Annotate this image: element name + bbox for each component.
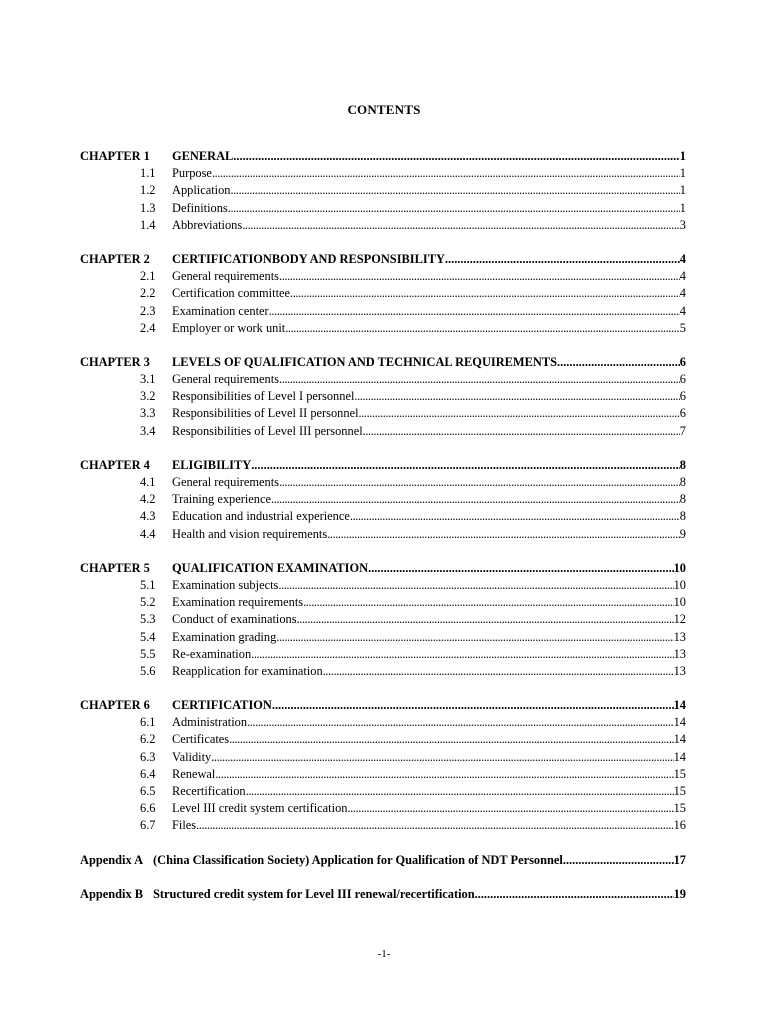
section-number: 5.3 (140, 612, 156, 627)
chapter-title: CERTIFICATIONBODY AND RESPONSIBILITY (172, 251, 445, 266)
section-entry[interactable] (80, 285, 686, 302)
section-number: 6.5 (140, 784, 156, 798)
section-title: Renewal (172, 766, 216, 781)
section-entry[interactable] (80, 217, 686, 234)
section-title: Responsibilities of Level III personnel (172, 423, 363, 438)
page-number: 17 (673, 852, 686, 867)
appendix-title: (China Classification Society) Application for Qualification of NDT Personnel (153, 852, 563, 867)
section-title: Responsibilities of Level I personnel (172, 389, 355, 404)
section-entry[interactable] (80, 646, 686, 663)
appendix-heading[interactable] (80, 852, 686, 869)
dot-leader (350, 508, 680, 525)
chapter-heading[interactable] (80, 354, 686, 371)
page-number: 15 (673, 801, 686, 816)
section-number: 3.3 (140, 406, 156, 421)
section-title: Recertification (172, 784, 246, 798)
section-number: 6.2 (140, 732, 156, 747)
page-number: 10 (673, 577, 686, 592)
section-entry[interactable] (80, 320, 686, 337)
page-number: 15 (673, 766, 686, 781)
section-title: Education and industrial experience (172, 509, 350, 524)
dot-leader (212, 165, 680, 182)
page-footer-number: -1- (377, 948, 391, 960)
page-number: 8 (679, 492, 686, 507)
page-number: 1 (679, 149, 686, 163)
section-entry[interactable] (80, 491, 686, 508)
section-entry[interactable] (80, 182, 686, 199)
appendix-heading[interactable] (80, 886, 686, 903)
appendix-a (80, 852, 686, 869)
chapter-4 (80, 457, 686, 543)
section-title: Employer or work unit (172, 320, 286, 335)
page-number: 4 (679, 303, 686, 318)
section-entry[interactable] (80, 629, 686, 646)
dot-leader (363, 423, 680, 440)
page-number: 6 (679, 372, 686, 387)
dot-leader (303, 594, 674, 611)
page-number: 6 (679, 406, 686, 421)
appendix-b (80, 886, 686, 903)
section-number: 4.2 (140, 492, 156, 507)
section-title: Level III credit system certification (172, 801, 348, 816)
dot-leader (347, 800, 673, 817)
section-number: 5.1 (140, 577, 156, 592)
dot-leader (290, 285, 680, 302)
section-title: Health and vision requirements (172, 526, 328, 541)
section-entry[interactable] (80, 268, 686, 285)
section-number: 3.2 (140, 389, 156, 404)
section-number: 6.4 (140, 766, 156, 781)
section-number: 4.1 (140, 475, 156, 489)
section-number: 2.3 (140, 303, 156, 318)
page-number: 8 (679, 457, 686, 472)
section-number: 1.2 (140, 183, 156, 198)
dot-leader (272, 697, 674, 714)
dot-leader (368, 560, 674, 577)
section-entry[interactable] (80, 594, 686, 611)
chapter-heading[interactable] (80, 457, 686, 474)
page-number: 14 (673, 732, 686, 747)
section-entry[interactable] (80, 800, 686, 817)
section-entry[interactable] (80, 783, 686, 800)
chapter-label: CHAPTER 5 (80, 560, 150, 575)
section-entry[interactable] (80, 388, 686, 405)
section-entry[interactable] (80, 731, 686, 748)
section-title: Certification committee (172, 286, 291, 301)
section-number: 6.3 (140, 749, 156, 764)
section-number: 1.1 (140, 166, 156, 181)
dot-leader (278, 577, 673, 594)
chapter-label: CHAPTER 6 (80, 698, 150, 713)
page-number: 15 (673, 784, 686, 798)
section-entry[interactable] (80, 405, 686, 422)
section-number: 2.1 (140, 269, 156, 284)
section-title: Conduct of examinations (172, 612, 297, 627)
section-entry[interactable] (80, 200, 686, 217)
section-title: Examination subjects (172, 577, 279, 592)
section-entry[interactable] (80, 766, 686, 783)
section-entry[interactable] (80, 577, 686, 594)
chapter-title: QUALIFICATION EXAMINATION (172, 560, 369, 575)
section-title: Certificates (172, 732, 230, 747)
dot-leader (251, 646, 673, 663)
section-number: 5.2 (140, 595, 156, 610)
page-number: 7 (679, 423, 686, 438)
page-number: 6 (679, 354, 686, 369)
dot-leader (228, 200, 680, 217)
page-number: 12 (673, 612, 686, 627)
dot-leader (279, 474, 680, 491)
section-title: Re-examination (172, 646, 252, 661)
page-title: CONTENTS (347, 102, 421, 117)
section-number: 4.3 (140, 509, 156, 524)
section-title: Examination center (172, 303, 269, 318)
page-number: 14 (673, 749, 686, 764)
dot-leader (354, 388, 679, 405)
page-number: 1 (679, 200, 686, 215)
section-number: 3.1 (140, 372, 156, 387)
table-of-contents (80, 148, 686, 920)
dot-leader (475, 886, 674, 903)
page-number: 13 (673, 629, 686, 644)
section-number: 6.7 (140, 818, 156, 833)
chapter-label: CHAPTER 1 (80, 149, 150, 163)
section-title: Examination grading (172, 629, 277, 644)
chapter-3 (80, 354, 686, 440)
dot-leader (196, 817, 674, 834)
section-entry[interactable] (80, 508, 686, 525)
section-title: Files (172, 818, 197, 833)
page-number: 16 (673, 818, 686, 833)
chapter-5 (80, 560, 686, 680)
dot-leader (279, 371, 680, 388)
dot-leader (285, 320, 680, 337)
section-number: 4.4 (140, 526, 156, 541)
dot-leader (279, 268, 680, 285)
section-number: 5.6 (140, 663, 156, 678)
section-entry[interactable] (80, 165, 686, 182)
chapter-2 (80, 251, 686, 337)
page-number: 13 (673, 663, 686, 678)
page-number: 10 (673, 560, 686, 575)
section-entry[interactable] (80, 423, 686, 440)
chapter-heading[interactable] (80, 560, 686, 577)
page-number: 9 (679, 526, 686, 541)
chapter-label: CHAPTER 3 (80, 354, 150, 369)
page-number: 5 (679, 320, 686, 335)
section-number: 5.5 (140, 646, 156, 661)
section-entry[interactable] (80, 371, 686, 388)
dot-leader (251, 457, 680, 474)
section-title: Validity (172, 749, 212, 764)
section-entry[interactable] (80, 526, 686, 543)
chapter-label: CHAPTER 2 (80, 251, 150, 266)
dot-leader (271, 491, 680, 508)
dot-leader (211, 749, 673, 766)
section-title: Abbreviations (172, 217, 243, 232)
chapter-label: CHAPTER 4 (80, 457, 150, 472)
dot-leader (323, 663, 674, 680)
page-number: 19 (673, 886, 686, 901)
dot-leader (445, 251, 680, 268)
page-number: 14 (673, 715, 686, 730)
dot-leader (242, 217, 680, 234)
section-title: Definitions (172, 200, 228, 215)
dot-leader (359, 405, 680, 422)
page-number: 6 (679, 389, 686, 404)
section-entry[interactable] (80, 663, 686, 680)
chapter-1 (80, 148, 686, 234)
appendix-title: Structured credit system for Level III renewal/recertification (153, 886, 475, 901)
section-entry[interactable] (80, 303, 686, 320)
section-title: General requirements (172, 269, 279, 284)
dot-leader (246, 783, 674, 800)
page-number: 10 (673, 595, 686, 610)
section-number: 6.6 (140, 801, 156, 816)
dot-leader (231, 182, 680, 199)
section-number: 6.1 (140, 715, 156, 730)
page-number: 14 (673, 698, 686, 713)
section-title: General requirements (172, 475, 279, 489)
page-number: 4 (679, 269, 686, 284)
page-number: 4 (679, 251, 686, 266)
section-number: 1.3 (140, 200, 156, 215)
section-title: Purpose (172, 166, 212, 181)
chapter-title: ELIGIBILITY (172, 457, 252, 472)
chapter-title: CERTIFICATION (172, 698, 272, 713)
section-entry[interactable] (80, 817, 686, 834)
section-number: 2.2 (140, 286, 156, 301)
page-number: 3 (679, 217, 686, 232)
page-number: 8 (679, 475, 686, 489)
section-number: 3.4 (140, 423, 156, 438)
dot-leader (297, 611, 674, 628)
chapter-title: LEVELS OF QUALIFICATION AND TECHNICAL REQUIREMENTS (172, 354, 557, 369)
section-number: 5.4 (140, 629, 156, 644)
chapter-heading[interactable] (80, 697, 686, 714)
dot-leader (229, 731, 674, 748)
page-number: 1 (679, 183, 686, 198)
section-title: Responsibilities of Level II personnel (172, 406, 359, 421)
dot-leader (557, 354, 680, 371)
section-number: 2.4 (140, 320, 156, 335)
section-title: Training experience (172, 492, 271, 507)
section-title: Reapplication for examination (172, 663, 323, 678)
dot-leader (247, 714, 674, 731)
section-title: Administration (172, 715, 248, 730)
chapter-heading[interactable] (80, 251, 686, 268)
dot-leader (269, 303, 680, 320)
dot-leader (276, 629, 673, 646)
section-entry[interactable] (80, 474, 686, 491)
dot-leader (563, 852, 674, 869)
appendix-label: Appendix A (80, 852, 144, 867)
dot-leader (327, 526, 680, 543)
chapter-heading[interactable] (80, 148, 686, 165)
section-entry[interactable] (80, 611, 686, 628)
section-title: Examination requirements (172, 595, 304, 610)
page-number: 8 (679, 509, 686, 524)
dot-leader (215, 766, 673, 783)
page-number: 13 (673, 646, 686, 661)
dot-leader (233, 148, 680, 165)
section-entry[interactable] (80, 714, 686, 731)
section-number: 1.4 (140, 217, 156, 232)
page-number: 4 (679, 286, 686, 301)
section-title: Application (172, 183, 231, 198)
page-number: 1 (679, 166, 686, 181)
appendix-label: Appendix B (80, 886, 144, 901)
chapter-6 (80, 697, 686, 835)
section-entry[interactable] (80, 749, 686, 766)
chapter-title: GENERAL (172, 149, 234, 163)
section-title: General requirements (172, 372, 279, 387)
